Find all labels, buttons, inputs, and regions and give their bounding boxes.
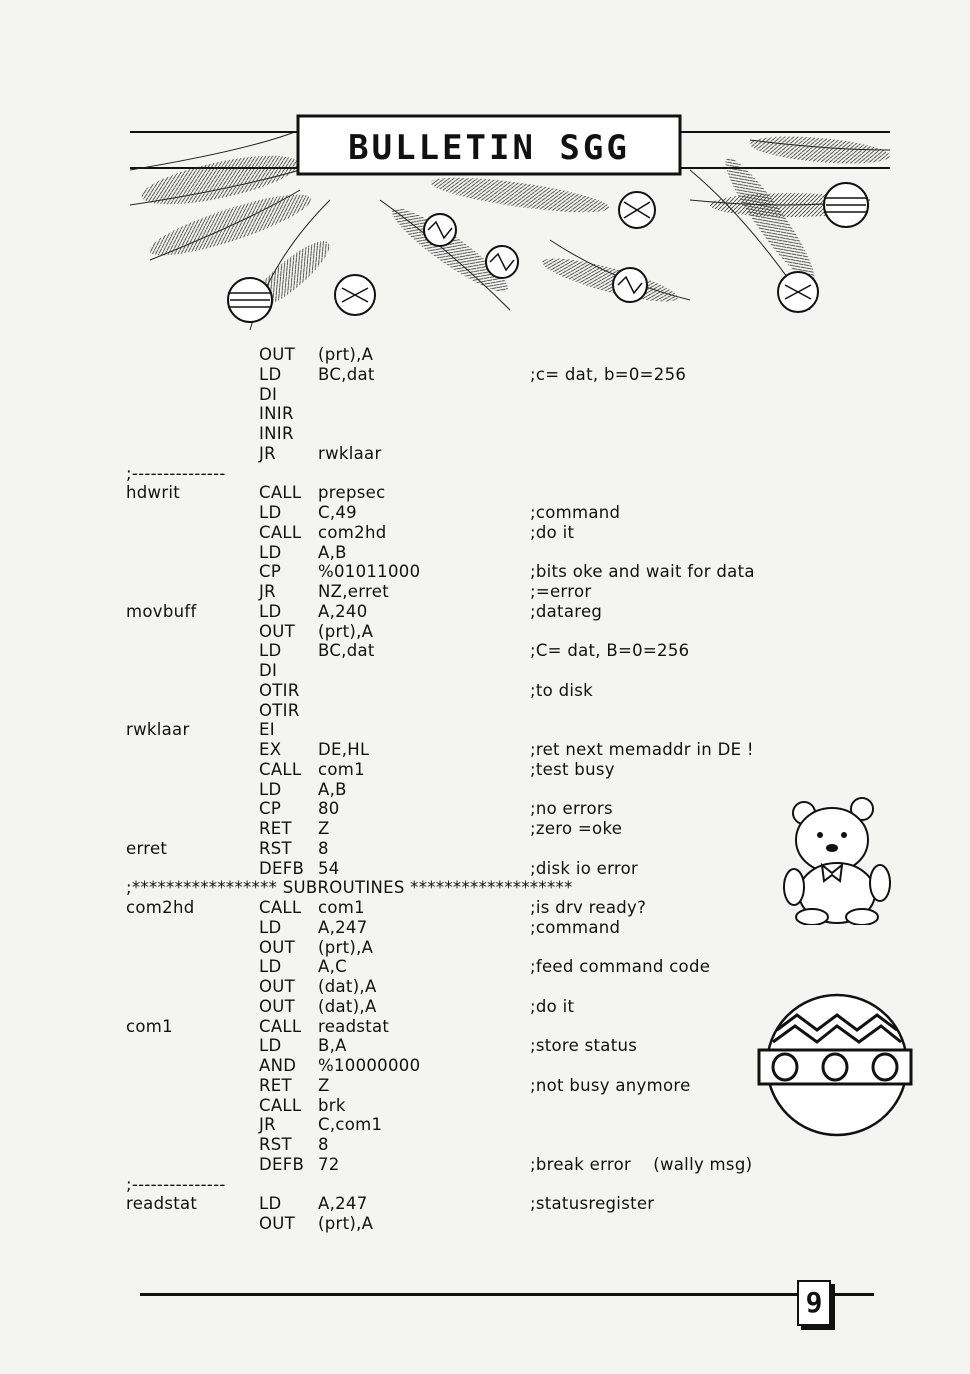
line-comment: ;disk io error bbox=[530, 858, 639, 878]
line-operand: brk bbox=[318, 1095, 346, 1115]
banner-title: BULLETIN SGG bbox=[348, 128, 630, 168]
line-operand: %10000000 bbox=[318, 1056, 421, 1075]
line-operand: (prt),A bbox=[318, 937, 374, 957]
line-mnemonic: LD bbox=[259, 542, 282, 562]
line-operand: C,49 bbox=[318, 503, 357, 522]
line-comment: ;no errors bbox=[530, 799, 613, 819]
listing-line bbox=[126, 898, 866, 918]
line-mnemonic: RET bbox=[259, 819, 292, 838]
line-mnemonic: CP bbox=[259, 562, 282, 582]
line-mnemonic: LD bbox=[259, 917, 282, 937]
line-label: readstat bbox=[126, 1194, 198, 1214]
line-mnemonic: LD bbox=[259, 1194, 282, 1214]
line-label: rwklaar bbox=[126, 720, 190, 740]
listing-line bbox=[126, 780, 866, 800]
page-number: 9 bbox=[797, 1280, 831, 1326]
listing-line bbox=[126, 957, 866, 977]
line-operand: DE,HL bbox=[318, 740, 370, 759]
listing-line bbox=[126, 839, 866, 859]
line-comment: ;=error bbox=[530, 582, 592, 601]
line-label: com1 bbox=[126, 1016, 173, 1036]
line-comment: ;feed command code bbox=[530, 957, 711, 977]
listing-line bbox=[126, 641, 866, 661]
line-operand: B,A bbox=[318, 1036, 347, 1056]
teddy-bear-illustration bbox=[782, 795, 897, 925]
line-comment: ;not busy anymore bbox=[530, 1075, 691, 1095]
listing-line bbox=[126, 622, 866, 642]
line-operand: com1 bbox=[318, 898, 365, 917]
line-operand: NZ,erret bbox=[318, 582, 389, 601]
footer-rule bbox=[140, 1293, 800, 1296]
listing-line bbox=[126, 464, 866, 484]
listing-line bbox=[126, 1155, 866, 1175]
line-operand: (prt),A bbox=[318, 621, 374, 641]
line-operand: A,C bbox=[318, 957, 347, 977]
line-operand: Z bbox=[318, 819, 330, 838]
listing-line bbox=[126, 345, 866, 365]
line-mnemonic: CALL bbox=[259, 1095, 302, 1115]
listing-line bbox=[126, 681, 866, 701]
line-mnemonic: OTIR bbox=[259, 700, 300, 720]
line-mnemonic: RST bbox=[259, 1135, 292, 1154]
listing-line bbox=[126, 562, 866, 582]
listing-line bbox=[126, 1175, 866, 1195]
line-operand: 54 bbox=[318, 858, 340, 878]
line-operand: BC,dat bbox=[318, 641, 375, 661]
line-comment: ;command bbox=[530, 503, 621, 522]
separator-comment: ;***************** SUBROUTINES ******************* bbox=[126, 878, 573, 898]
listing-line bbox=[126, 385, 866, 405]
line-mnemonic: LD bbox=[259, 503, 282, 522]
line-mnemonic: CALL bbox=[259, 759, 302, 779]
line-mnemonic: LD bbox=[259, 601, 282, 621]
listing-line bbox=[126, 661, 866, 681]
listing-line bbox=[126, 424, 866, 444]
line-operand: (prt),A bbox=[318, 345, 374, 364]
line-comment: ;do it bbox=[530, 522, 575, 542]
listing-line bbox=[126, 444, 866, 464]
listing-line bbox=[126, 819, 866, 839]
listing-line bbox=[126, 523, 866, 543]
line-operand: com1 bbox=[318, 759, 365, 779]
line-mnemonic: LD bbox=[259, 364, 282, 384]
line-mnemonic: OTIR bbox=[259, 680, 300, 700]
line-comment: ;break error (wally msg) bbox=[530, 1154, 753, 1174]
line-mnemonic: OUT bbox=[259, 996, 296, 1016]
listing-line bbox=[126, 760, 866, 780]
listing-line bbox=[126, 859, 866, 879]
line-mnemonic: JR bbox=[259, 443, 276, 463]
line-mnemonic: OUT bbox=[259, 1214, 296, 1233]
line-operand: BC,dat bbox=[318, 364, 375, 384]
line-operand: A,247 bbox=[318, 1194, 368, 1214]
listing-line bbox=[126, 404, 866, 424]
line-mnemonic: RST bbox=[259, 838, 292, 858]
line-mnemonic: INIR bbox=[259, 404, 294, 424]
listing-line bbox=[126, 918, 866, 938]
line-mnemonic: OUT bbox=[259, 937, 296, 957]
line-operand: A,240 bbox=[318, 601, 368, 621]
ornament-ball-illustration bbox=[755, 990, 915, 1140]
line-operand: %01011000 bbox=[318, 562, 421, 582]
listing-line bbox=[126, 503, 866, 523]
line-label: hdwrit bbox=[126, 483, 181, 503]
line-operand: com2hd bbox=[318, 522, 387, 542]
line-comment: ;zero =oke bbox=[530, 819, 623, 838]
line-mnemonic: CP bbox=[259, 799, 282, 819]
line-mnemonic: OUT bbox=[259, 621, 296, 641]
line-comment: ;ret next memaddr in DE ! bbox=[530, 740, 754, 759]
line-comment: ;bits oke and wait for data bbox=[530, 562, 755, 582]
line-comment: ;statusregister bbox=[530, 1194, 655, 1214]
bulletin-banner bbox=[130, 110, 890, 340]
line-operand: 8 bbox=[318, 838, 329, 858]
line-mnemonic: OUT bbox=[259, 977, 296, 996]
listing-line bbox=[126, 365, 866, 385]
line-operand: Z bbox=[318, 1075, 330, 1095]
line-operand: 72 bbox=[318, 1154, 340, 1174]
listing-line bbox=[126, 878, 866, 898]
line-mnemonic: LD bbox=[259, 957, 282, 977]
line-mnemonic: CALL bbox=[259, 1016, 302, 1036]
line-mnemonic: JR bbox=[259, 1115, 276, 1135]
footer-rule-right bbox=[826, 1293, 874, 1296]
listing-line bbox=[126, 938, 866, 958]
listing-line bbox=[126, 1194, 866, 1214]
separator-comment: ;--------------- bbox=[126, 463, 226, 483]
line-comment: ;test busy bbox=[530, 759, 615, 779]
listing-line bbox=[126, 1214, 866, 1234]
line-operand: (prt),A bbox=[318, 1214, 374, 1233]
line-operand: 80 bbox=[318, 799, 340, 819]
line-mnemonic: EX bbox=[259, 740, 282, 759]
listing-line bbox=[126, 740, 866, 760]
line-mnemonic: OUT bbox=[259, 345, 296, 364]
listing-line bbox=[126, 543, 866, 563]
line-mnemonic: DEFB bbox=[259, 1154, 305, 1174]
line-mnemonic: LD bbox=[259, 779, 282, 799]
line-mnemonic: JR bbox=[259, 582, 276, 601]
line-operand: C,com1 bbox=[318, 1115, 383, 1135]
line-mnemonic: CALL bbox=[259, 483, 302, 503]
line-comment: ;command bbox=[530, 917, 621, 937]
line-mnemonic: EI bbox=[259, 720, 275, 740]
line-operand: 8 bbox=[318, 1135, 329, 1154]
line-comment: ;is drv ready? bbox=[530, 898, 647, 917]
line-mnemonic: CALL bbox=[259, 522, 302, 542]
line-mnemonic: LD bbox=[259, 641, 282, 661]
line-operand: rwklaar bbox=[318, 443, 382, 463]
line-operand: prepsec bbox=[318, 483, 386, 503]
listing-line bbox=[126, 602, 866, 622]
listing-line bbox=[126, 483, 866, 503]
line-comment: ;c= dat, b=0=256 bbox=[530, 364, 687, 384]
listing-line bbox=[126, 701, 866, 721]
line-comment: ;C= dat, B=0=256 bbox=[530, 641, 690, 661]
line-comment: ;to disk bbox=[530, 680, 593, 700]
line-operand: readstat bbox=[318, 1016, 390, 1036]
listing-line bbox=[126, 582, 866, 602]
line-operand: (dat),A bbox=[318, 996, 377, 1016]
line-mnemonic: DI bbox=[259, 661, 278, 680]
line-comment: ;do it bbox=[530, 996, 575, 1016]
line-mnemonic: AND bbox=[259, 1056, 297, 1075]
line-label: erret bbox=[126, 838, 168, 858]
line-operand: (dat),A bbox=[318, 977, 377, 996]
line-label: movbuff bbox=[126, 601, 197, 621]
line-mnemonic: DI bbox=[259, 384, 278, 404]
line-operand: A,247 bbox=[318, 917, 368, 937]
line-comment: ;store status bbox=[530, 1036, 638, 1056]
line-label: com2hd bbox=[126, 898, 195, 917]
line-comment: ;datareg bbox=[530, 601, 603, 621]
line-mnemonic: INIR bbox=[259, 424, 294, 443]
listing-line bbox=[126, 799, 866, 819]
line-mnemonic: LD bbox=[259, 1036, 282, 1056]
separator-comment: ;--------------- bbox=[126, 1174, 226, 1194]
line-operand: A,B bbox=[318, 542, 347, 562]
listing-line bbox=[126, 720, 866, 740]
line-mnemonic: RET bbox=[259, 1075, 292, 1095]
line-mnemonic: CALL bbox=[259, 898, 302, 917]
line-operand: A,B bbox=[318, 779, 347, 799]
line-mnemonic: DEFB bbox=[259, 858, 305, 878]
